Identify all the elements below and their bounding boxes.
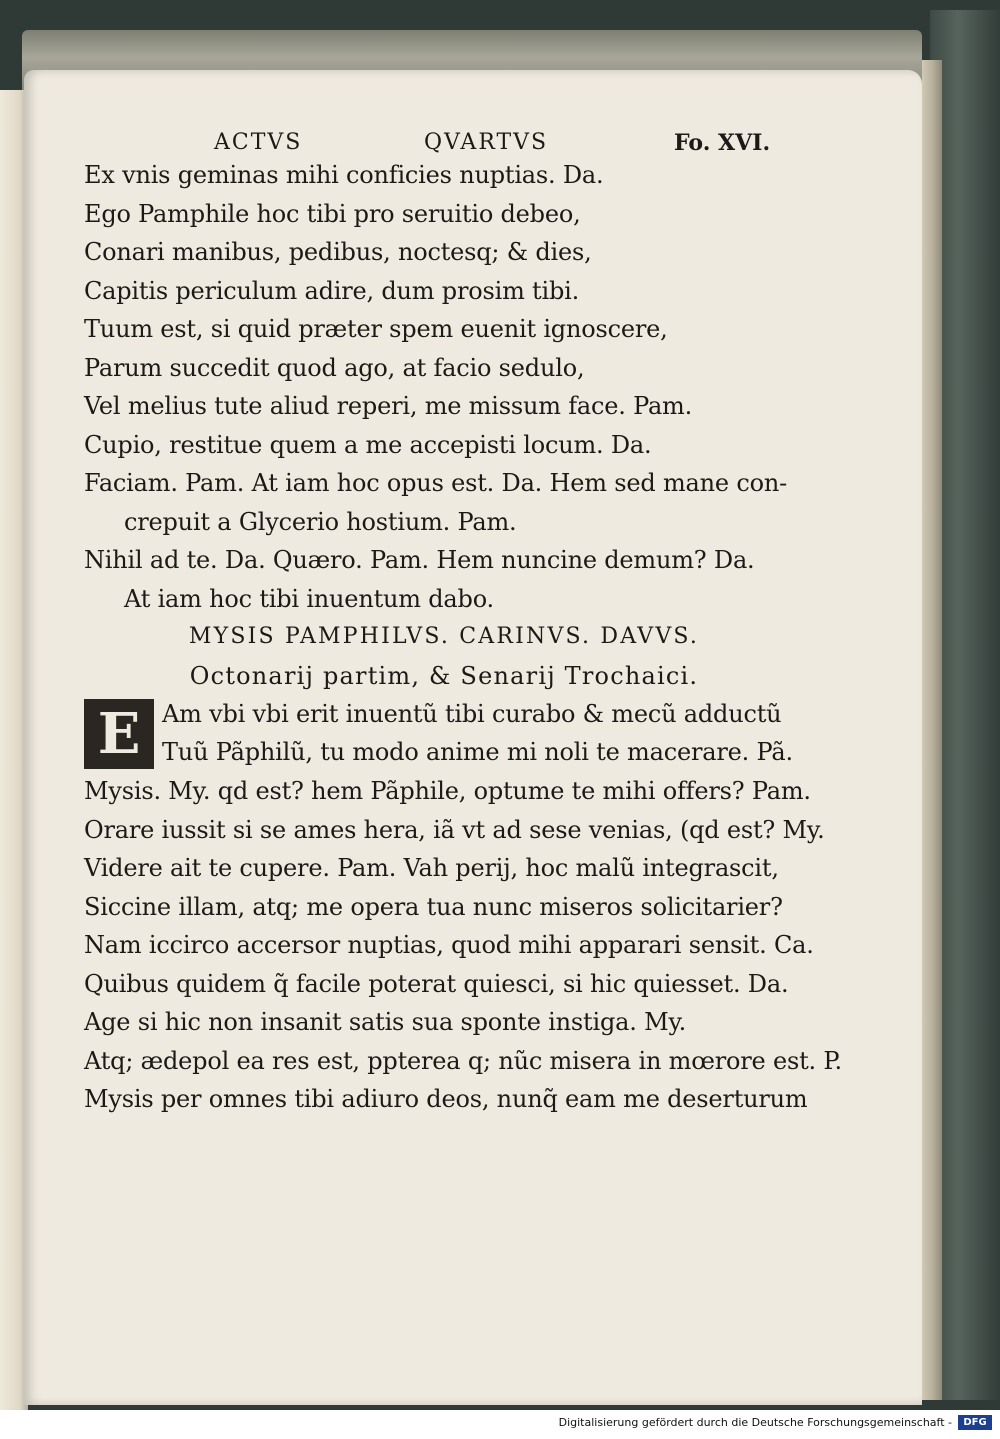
verse-line: Capitis periculum adire, dum prosim tibi. [84,276,580,305]
verse-line: Orare iussit si se ames hera, iã vt ad sese venias, (qd est? My. [84,815,825,844]
verse-line: Tuum est, si quid præter spem euenit ignoscere, [84,315,668,343]
folio-number: Fo. XVI. [674,130,771,156]
verse-line: Am vbi vbi erit inuentũ tibi curabo & mecũ adductũ [162,700,782,728]
verse-line: At iam hoc tibi inuentum dabo. [124,584,494,613]
verse-block [84,156,842,1119]
header-act-number: QVARTVS [424,130,549,155]
verse-line: Vel melius tute aliud reperi, me missum face. Pam. [84,392,693,420]
drop-cap-row [84,695,804,772]
verse-line: Atq; ædepol ea res est, ppterea q; nũc misera in mœrore est. P. [84,1046,842,1075]
running-header [84,120,784,158]
digitization-footer [0,1410,1000,1439]
verse-line: Nam iccirco accersor nuptias, quod mihi apparari sensit. Ca. [84,931,814,959]
dfg-logo: DFG [958,1415,992,1430]
decorated-initial: E [84,699,154,769]
verse-line: Faciam. Pam. At iam hoc opus est. Da. Hem sed mane con- [84,469,787,497]
verse-line: crepuit a Glycerio hostium. Pam. [124,507,517,536]
scene-meter: Octonarij partim, & Senarij Trochaici. [189,661,699,690]
verse-line: Conari manibus, pedibus, noctesq; & dies, [84,238,592,266]
verse-line: Ego Pamphile hoc tibi pro seruitio debeo, [84,199,581,228]
verse-line: Tuũ Pãphilũ, tu modo anime mi noli te macerare. Pã. [162,738,793,766]
verse-line: Mysis per omnes tibi adiuro deos, nunq̃ eam me deserturum [84,1085,808,1113]
verse-line: Age si hic non insanit satis sua sponte instiga. My. [84,1008,687,1036]
verse-line: Mysis. My. qd est? hem Pãphile, optume te mihi offers? Pam. [84,777,811,805]
verse-line: Quibus quidem q̃ facile poterat quiesci, si hic quiesset. Da. [84,969,789,998]
printed-page [24,70,922,1405]
verse-line: Nihil ad te. Da. Quæro. Pam. Hem nuncine demum? Da. [84,546,755,574]
header-act: ACTVS [214,130,303,155]
verse-line: Ex vnis geminas mihi conficies nuptias. Da. [84,161,604,189]
verse-line: Videre ait te cupere. Pam. Vah perij, hoc malũ integrascit, [84,854,779,882]
verse-line: Siccine illam, atq; me opera tua nunc miseros solicitarier? [84,892,783,921]
scene-speakers: MYSIS PAMPHILVS. CARINVS. DAVVS. [188,624,700,649]
verse-line: Cupio, restitue quem a me accepisti locum. Da. [84,430,652,459]
verse-line: Parum succedit quod ago, at facio sedulo, [84,353,585,382]
funding-credit: Digitalisierung gefördert durch die Deutsche Forschungsgemeinschaft - [558,1416,952,1429]
